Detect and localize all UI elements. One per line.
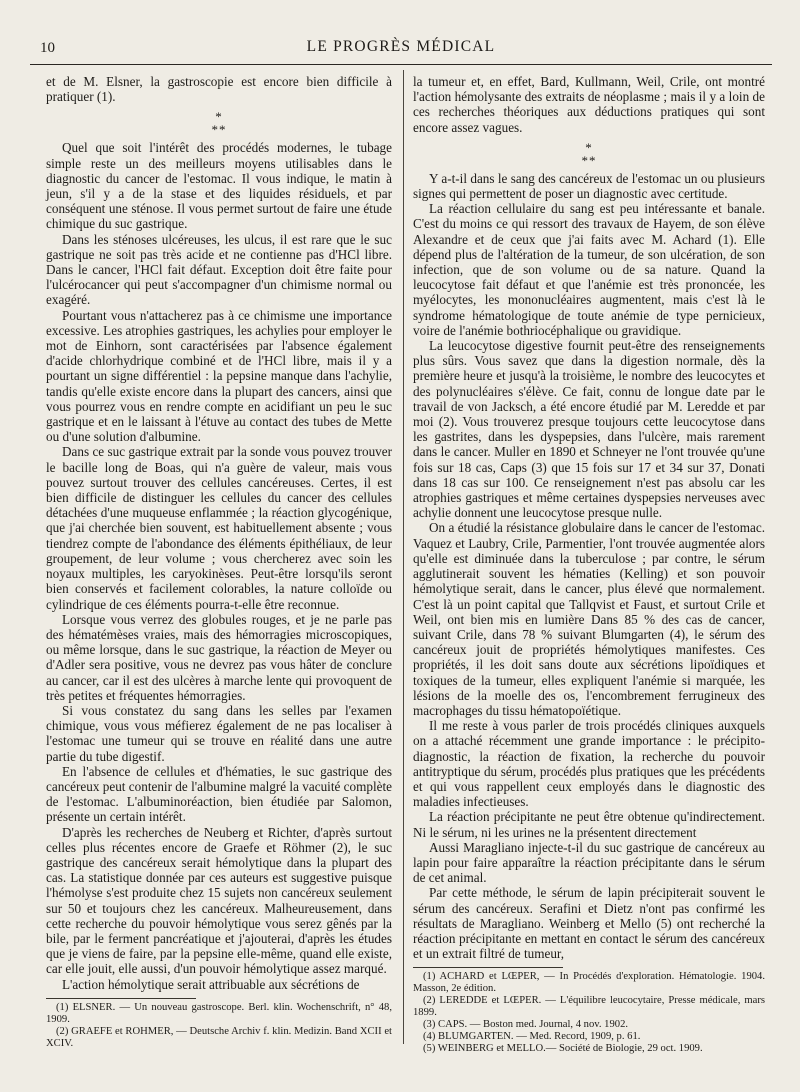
paragraph: Aussi Maragliano injecte-t-il du suc gastrique de cancéreux au lapin pour faire apparaître la réaction précipitante dans le sérum de cet animal. xyxy=(413,839,765,886)
paragraph: Il me reste à vous parler de trois procédés cliniques auxquels on a attaché récemment une grande importance : le précipito-diagnostic, la réaction de fixation, la recherche du pouvoir antitryptique du sérum, procédés plus pratiques que les précédents et qui vous rappellent ceux employés dans le diagnostic des maladies infectieuses. xyxy=(413,718,765,810)
paragraph: On a étudié la résistance globulaire dans le cancer de l'estomac. Vaquez et Laubry, Crile, Parmentier, l'ont trouvée augmentée alors qu'elle est diminuée dans la tuberculose ; par contre, le sérum agglutinerait souvent les hématies (Kelling) et son pouvoir hémolytique serait, dans le cancer, plus élevé que normalement. C'est là un point capital que Tallqvist et Faust, et surtout Crile et Weil, ont bien mis en lumière Dans 85 % des cas de cancer, suivant Crile, dans 78 % suivant Blumgarten (4), le sérum des cancéreux jouit de propriétés hémolytiques manifestes. Ces propriétés, il les doit sans doute aux sécrétions lipoïdiques et toxiques de la tumeur, elles expliquent l'anémie si marquée, les lésions de la moelle des os, l'encombrement ferrugineux des macrophages du tissu hématopoïétique. xyxy=(413,520,765,718)
footnote: (4) BLUMGARTEN. — Med. Record, 1909, p. 61. xyxy=(423,1031,641,1043)
paragraph: D'après les recherches de Neuberg et Richter, d'après surtout celles plus récentes encore de Graefe et Röhmer (2), le suc gastrique des cancéreux serait hémolytique dans la plupart des cas. La statistique donnée par ces auteurs est suggestive puisque l'hémolyse s'est produite chez 15 sujets non cancéreux seulement sur 50 et toujours chez les cancéreux. Malheureusement, dans cette recherche du pouvoir hémolytique vous serez gênés par la bile, par le ferment pancréatique et j'ajouterai, d'après les études que je viens de faire, par la pepsine elle-même, quand elle existe, car elle jouit, elle aussi, d'un pouvoir hémolytique assez marqué. xyxy=(46,824,392,977)
paragraph: Dans les sténoses ulcéreuses, les ulcus, il est rare que le suc gastrique ne soit pas très acide et ne contienne pas d'HCl libre. Dans le cancer, l'HCl fait défaut. Exception doit être faite pour l'ulcérocancer qui peut s'accompagner d'un chimisme normal ou exagéré. xyxy=(46,231,392,308)
paragraph: En l'absence de cellules et d'hématies, le suc gastrique des cancéreux peut contenir de l'albumine malgré la vacuité complète de l'estomac. L'albuminoréaction, bien étudiée par Salomon, présente un certain intérêt. xyxy=(46,763,392,825)
footnote: (2) GRAEFE et ROHMER, — Deutsche Archiv f. klin. Medizin. Band XCII et XCIV. xyxy=(46,1025,392,1049)
paragraph: Dans ce suc gastrique extrait par la sonde vous pouvez trouver le bacille long de Boas, qui n'a guère de valeur, mais vous pouvez surtout trouver des cellules cancéreuses. Certes, il est bien difficile de distinguer les cellules du cancer des cellules détachées d'une muqueuse enflammée ; la réaction glycogénique, que j'ai cherchée bien souvent, est habituellement absente ; vous tiendrez compte de l'abondance des éléments épithéliaux, de leur groupement, de leur volume ; vous chercherez avec soin les noyaux multiples, les caryokinèses. Peut-être lorsqu'ils seront bien conservés et facilement colorables, la nature colloïde ou cylindrique de ces éléments pourra-t-elle être reconnue. xyxy=(46,444,392,612)
paragraph: Lorsque vous verrez des globules rouges, et je ne parle pas des hématémèses vraies, mais des hémorragies microscopiques, ou même lorsque, dans le suc gastrique, la réaction de Meyer ou d'Adler sera positive, vous ne devrez pas vous hâter de conclure au cancer, car il est des ulcères à marche lente qui provoquent de très petites et fréquentes hémorragies. xyxy=(46,611,392,703)
paragraph: Par cette méthode, le sérum de lapin précipiterait souvent le sérum des cancéreux. Serafini et Dietz n'ont pas confirmé les résultats de Maragliano. Weinberg et Mello (5) ont recherché la réaction précipitante en mettant en contact le sérum des cancéreux et un extrait filtré de tumeur, xyxy=(413,885,765,962)
paragraph: La leucocytose digestive fournit peut-être des renseignements plus sûrs. Vous savez que dans la digestion normale, dès la première heure et jusqu'à la troisième, le nombre des leucocytes et des polynucléaires s'élève. Ce fait, connu de longue date par le travail de von Jacksch, a été encore étudié par M. Leredde et par moi (2). Vous trouverez presque toujours cette leucocytose dans les gastrites, dans les dyspepsies, dans l'ulcère, mais rarement dans le cancer. Muller en 1890 et Schneyer ne l'ont trouvée qu'une fois sur 18 cas, Caps (3) que 15 fois sur 17 et 34 sur 37, Donati dans 18 cas sur 100. Ce renseignement n'est pas absolu car les atrophies gastriques et même certaines dyspepsies nerveuses avec achylie donnent une leucocytose presque nulle. xyxy=(413,338,765,521)
column-divider xyxy=(403,70,404,1044)
left-column xyxy=(46,74,392,1049)
footnote: (1) ACHARD et LŒPER, — In Procédés d'exploration. Hématologie. 1904. Masson, 2e édition. xyxy=(413,971,765,995)
footnotes xyxy=(46,1002,392,1050)
section-separator: * ** xyxy=(581,139,597,168)
footnote-rule xyxy=(46,998,196,999)
right-column xyxy=(413,74,765,1055)
paragraph: Y a-t-il dans le sang des cancéreux de l'estomac un ou plusieurs signes qui permettent de poser un diagnostic avec certitude. xyxy=(413,170,765,202)
journal-title: LE PROGRÈS MÉDICAL xyxy=(306,38,496,55)
page-number: 10 xyxy=(40,40,55,56)
page-header xyxy=(30,36,772,62)
paragraph: La réaction précipitante ne peut être obtenue qu'indirectement. Ni le sérum, ni les urines ne la présentent directement xyxy=(413,809,765,840)
footnote-rule xyxy=(413,967,563,968)
section-separator: * ** xyxy=(211,109,227,138)
paragraph: et de M. Elsner, la gastroscopie est encore bien difficile à pratiquer (1). xyxy=(46,74,392,105)
paragraph: Si vous constatez du sang dans les selles par l'examen chimique, vous vous méfierez également de ne pas localiser à l'estomac une tumeur qui se trouve en réalité dans une autre partie du tube digestif. xyxy=(46,702,392,764)
footnote: (2) LEREDDE et LŒPER. — L'équilibre leucocytaire, Presse médicale, mars 1899. xyxy=(413,995,765,1019)
paragraph: Quel que soit l'intérêt des procédés modernes, le tubage simple reste un des meilleurs moyens utilisables dans le diagnostic du cancer de l'estomac. Il vous indique, le matin à jeun, s'il y a de la stase et des liquides résiduels, et par conséquent une sténose. Il vous permet surtout de faire une étude chimique du suc gastrique. xyxy=(46,140,392,232)
footnote: (1) ELSNER. — Un nouveau gastroscope. Berl. klin. Wochenschrift, n° 48, 1909. xyxy=(46,1001,392,1025)
footnotes xyxy=(413,971,765,1055)
header-rule xyxy=(30,64,772,65)
paragraph: la tumeur et, en effet, Bard, Kullmann, Weil, Crile, ont montré l'action hémolysante des extraits de néoplasme ; mais il y a loin de ces recherches théoriques aux déductions pratiques qui sont encore assez vagues. xyxy=(413,74,765,135)
paragraph: Pourtant vous n'attacherez pas à ce chimisme une importance excessive. Les atrophies gastriques, les achylies pour employer le mot de Einhorn, sont caractérisées par l'absence également d'acide chlorhydrique combiné et de l'HCl libre, mais il y a pourtant un signe différentiel : la pepsine manque dans l'achylie, tandis qu'elle existe encore dans la plupart des cancers, ainsi que vous pourrez vous en rendre compte en acidifiant un peu le suc gastrique et en le laissant à l'étuve au contact des tubes de Mette ou d'une solution d'albumine. xyxy=(46,307,392,445)
footnote: (3) CAPS. — Boston med. Journal, 4 nov. 1902. xyxy=(423,1019,629,1031)
paragraph: L'action hémolytique serait attribuable aux sécrétions de xyxy=(62,976,360,992)
paragraph: La réaction cellulaire du sang est peu intéressante et banale. C'est du moins ce qui ressort des travaux de Hayem, de son élève Alexandre et de ceux que j'ai faits avec M. Achard (1). Elle dépend plus de l'altération de la tumeur, de son ulcération, de son infection, que de son volume ou de sa nature. Quand la leucocytose fait défaut et que l'anémie est très prononcée, les myélocytes, les mononucléaires augmentent, mais c'est là le syndrome hématologique de toute anémie de type pernicieux, voire de l'anémie bothriocéphalique ou gravidique. xyxy=(413,201,765,338)
footnote: (5) WEINBERG et MELLO.— Société de Biologie, 29 oct. 1909. xyxy=(423,1043,703,1055)
